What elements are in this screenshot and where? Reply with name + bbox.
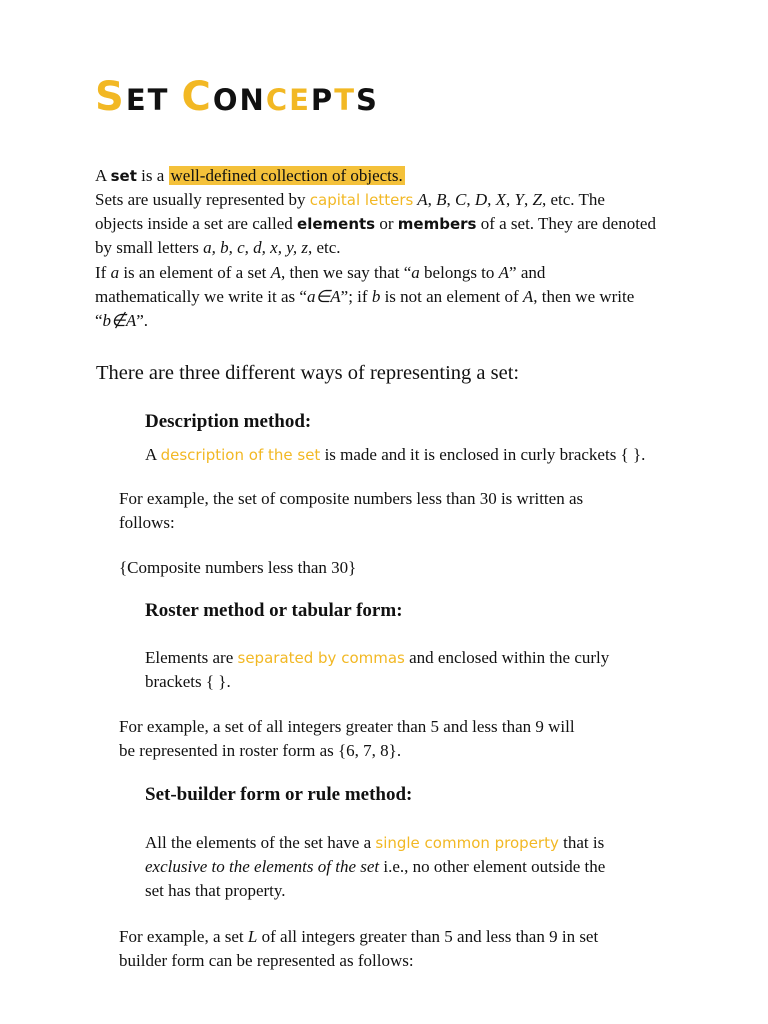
text: A — [95, 166, 111, 185]
highlighted-definition: well-defined collection of objects. — [170, 166, 403, 185]
description-example-line-2: follows: — [119, 513, 175, 532]
text: For example, a set — [119, 927, 248, 946]
emphasis-capital-letters: capital letters — [309, 191, 414, 209]
text: Elements are — [145, 648, 238, 667]
description-method-text — [145, 443, 645, 467]
term-members: members — [397, 215, 477, 233]
title-letter: C — [265, 83, 290, 117]
text: ”; if — [340, 287, 372, 306]
text: and enclosed within the curly — [404, 648, 610, 667]
title-letter: ON — [212, 83, 266, 117]
ways-heading: There are three different ways of representing a set: — [96, 362, 520, 384]
math-var: L — [247, 927, 258, 946]
title-letter: ET — [125, 83, 182, 117]
text: A — [145, 445, 161, 464]
intro-line-4 — [95, 236, 341, 260]
title-letter: P — [310, 83, 335, 117]
text: , then we say that “ — [281, 263, 412, 282]
roster-method-text-line-2: brackets { }. — [145, 672, 231, 691]
text: , then we write — [533, 287, 635, 306]
set-builder-heading: Set-builder form or rule method: — [145, 784, 413, 805]
text: ”. — [136, 311, 149, 330]
text: is not an element of — [380, 287, 523, 306]
intro-line-7 — [95, 309, 148, 333]
emphasis-exclusive: exclusive to the elements of the set — [145, 857, 380, 876]
set-builder-example-line-2: builder form can be represented as follows: — [119, 951, 414, 970]
text: , — [446, 190, 456, 209]
math-var: a — [411, 263, 420, 282]
roster-method-heading: Roster method or tabular form: — [145, 600, 403, 621]
text: , — [506, 190, 515, 209]
text: , etc. The — [541, 190, 605, 209]
text: is a — [136, 166, 169, 185]
set-builder-text-line-3: set has that property. — [145, 881, 286, 900]
math-expr: b∉A — [102, 311, 137, 330]
text: that is — [558, 833, 605, 852]
description-example-line-1: For example, the set of composite numbers less than 30 is written as — [119, 489, 584, 508]
math-var: Z — [532, 190, 542, 209]
text: by small letters — [95, 238, 204, 257]
text: objects inside a set are called — [95, 214, 298, 233]
math-vars: a, b, c, d, x, y, z — [203, 238, 308, 257]
math-var: A — [522, 287, 534, 306]
emphasis-single-common-property: single common property — [375, 834, 559, 852]
text: belongs to — [419, 263, 499, 282]
text: Sets are usually represented by — [95, 190, 310, 209]
math-expr: a∈A — [306, 287, 341, 306]
text: ” and — [509, 263, 546, 282]
math-var: A — [498, 263, 510, 282]
text: , — [524, 190, 533, 209]
text: , — [466, 190, 475, 209]
roster-example-line-1: For example, a set of all integers greater than 5 and less than 9 will — [119, 717, 575, 736]
set-builder-example-line-1 — [119, 925, 598, 949]
math-var: b — [371, 287, 381, 306]
roster-method-text-line-1 — [145, 646, 609, 670]
text: , — [487, 190, 496, 209]
math-var: B — [436, 190, 447, 209]
page-title — [95, 74, 379, 120]
set-builder-text-line-1 — [145, 831, 604, 855]
title-letter: S — [95, 74, 126, 120]
title-letter: S — [355, 83, 379, 117]
title-letter: E — [289, 83, 311, 117]
math-var: D — [474, 190, 488, 209]
intro-line-5 — [95, 261, 545, 285]
term-set: set — [110, 167, 137, 185]
text: All the elements of the set have a — [145, 833, 376, 852]
text: i.e., no other element outside the — [379, 857, 606, 876]
intro-line-6 — [95, 285, 634, 309]
text: mathematically we write it as “ — [95, 287, 307, 306]
intro-line-2 — [95, 188, 605, 212]
text: or — [375, 214, 398, 233]
text: , etc. — [307, 238, 341, 257]
title-letter: T — [334, 83, 356, 117]
title-letter: C — [181, 74, 213, 120]
term-elements: elements — [297, 215, 376, 233]
intro-line-3 — [95, 212, 656, 236]
text: of a set. They are denoted — [476, 214, 656, 233]
text: “ — [95, 311, 103, 330]
math-var: C — [455, 190, 467, 209]
intro-line-1 — [95, 164, 405, 188]
emphasis-description: description of the set — [160, 446, 321, 464]
emphasis-separated-by-commas: separated by commas — [237, 649, 405, 667]
math-var: X — [495, 190, 507, 209]
text: is made and it is enclosed in curly brackets { }. — [320, 445, 646, 464]
description-example-set: {Composite numbers less than 30} — [119, 558, 357, 577]
math-var: Y — [514, 190, 525, 209]
text: , — [427, 190, 437, 209]
text: of all integers greater than 5 and less than 9 in set — [257, 927, 599, 946]
text: is an element of a set — [119, 263, 271, 282]
roster-example-line-2: be represented in roster form as {6, 7, 8}. — [119, 741, 402, 760]
math-var: A — [413, 190, 428, 209]
math-var: a — [110, 263, 120, 282]
set-builder-text-line-2 — [145, 855, 605, 879]
description-method-heading: Description method: — [145, 411, 312, 432]
text: If — [95, 263, 111, 282]
math-var: A — [270, 263, 281, 282]
